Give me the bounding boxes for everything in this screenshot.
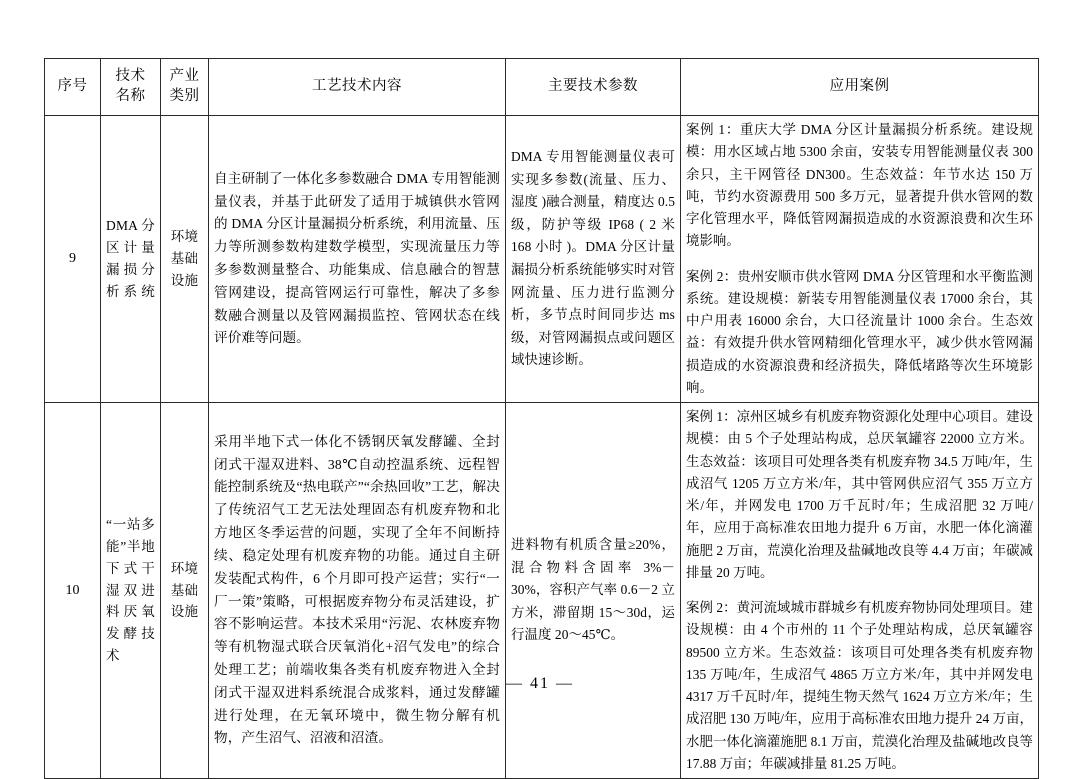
- column-header-industry-category: [161, 59, 209, 116]
- row-number: 9: [45, 116, 101, 403]
- application-cases: [681, 116, 1039, 403]
- application-case: 案例 1：重庆大学 DMA 分区计量漏损分析系统。建设规模：用水区域占地 5300 余亩，安装专用智能测量仪表 300 余只，主干网管径 DN300。生态效益：年节水达 150 万吨，节约水资源费用 500 多万元，显著提升供水管网的数字化管理水平，降低管网漏损造成的水资源浪费和次生环境影响。: [686, 122, 1033, 249]
- column-header-tech-name-line2: 名称: [115, 88, 146, 104]
- technology-catalog-table: [44, 58, 1039, 779]
- column-header-no: 序号: [45, 59, 101, 116]
- technology-name: “一站多能”半地下式干湿双进料厌氧发酵技术: [101, 403, 161, 779]
- process-content: 自主研制了一体化多参数融合 DMA 专用智能测量仪表，并基于此研发了适用于城镇供水管网的 DMA 分区计量漏损分析系统，利用流量、压力等所测参数构建数学模型，实现流量压力等多参数测量整合、功能集成、信息融合的智慧管网建设，提高管网运行可靠性，解决了多参数融合测量以及管网漏损监控、管网状态在线评价难等问题。: [209, 116, 506, 403]
- application-cases: [681, 403, 1039, 779]
- column-header-tech-name-line1: 技术: [115, 68, 146, 85]
- application-case: 案例 2：贵州安顺市供水管网 DMA 分区管理和水平衡监测系统。建设规模：新装专用智能测量仪表 17000 余台，其中户用表 16000 余台，大口径流量计 1000 余台。生态效益：有效提升供水管网精细化管理水平，减少供水管网漏损造成的水资源浪费和经济损失，降低堵路等次生环境影响。: [686, 268, 1033, 395]
- column-header-process-content: 工艺技术内容: [209, 59, 506, 116]
- row-number: 10: [45, 403, 101, 779]
- page-number: — 41 —: [506, 675, 574, 692]
- column-header-application-cases: 应用案例: [681, 59, 1039, 116]
- technology-name: DMA 分区计量漏损分析系统: [101, 116, 161, 403]
- application-case: 案例 2：黄河流域城市群城乡有机废弃物协同处理项目。建设规模：由 4 个市州的 11 个子处理站构成，总厌氧罐容 89500 立方米。生态效益：该项目可处理各类有机废弃物 135 万吨/年，生成沼气 4865 万立方米/年，其中并网发电 4317 万千瓦时/年，提纯生物天然气 1624 万立方米/年；生成沼肥 130 万吨/年，应用于高标准农田地力提升 24 万亩，水肥一体化滴灌施肥 8.1 万亩，荒漠化治理及盐碱地改良等 17.88 万亩；年碳减排量 81.25 万吨。: [686, 600, 1033, 771]
- industry-category: 环境基础设施: [161, 116, 209, 403]
- table-header: [45, 59, 1039, 116]
- application-case: 案例 1：凉州区城乡有机废弃物资源化处理中心项目。建设规模：由 5 个子处理站构成，总厌氧罐容 22000 立方米。生态效益：该项目可处理各类有机废弃物 34.5 万吨/年，生成沼气 1205 万立方米/年，其中管网供应沼气 355 万立方米/年，并网发电 1700 万千瓦时/年；生成沼肥 32 万吨/年，应用于高标准农田地力提升 6 万亩，水肥一体化滴灌施肥 2 万亩，荒漠化治理及盐碱地改良等 4.4 万亩；年碳减排量 20 万吨。: [686, 409, 1033, 580]
- process-content: 采用半地下式一体化不锈钢厌氧发酵罐、全封闭式干湿双进料、38℃自动控温系统、远程智能控制系统及“热电联产”“余热回收”工艺，解决了传统沼气工艺无法处理固态有机废弃物和北方地区冬季运营的问题，实现了全年不间断持续、稳定处理有机废弃物的功能。通过自主研发装配式构件，6 个月即可投产运营；实行“一厂一策”策略，可根据废弃物分布灵活建设，扩容不影响运营。本技术采用“污泥、农林废弃物等有机物湿式联合厌氧消化+沼气发电”的综合处理工艺；前端收集各类有机废弃物进入全封闭式干湿双进料系统混合成浆料，通过发酵罐进行处理，在无氧环境中，微生物分解有机物，产生沼气、沼液和沼渣。: [209, 403, 506, 779]
- industry-category: 环境基础设施: [161, 403, 209, 779]
- column-header-industry-category-line1: 产业: [169, 68, 200, 85]
- column-header-main-parameters: 主要技术参数: [506, 59, 681, 116]
- table-row: [45, 116, 1039, 403]
- main-parameters: DMA 专用智能测量仪表可实现多参数(流量、压力、湿度 )融合测量，精度达 0.5 级，防护等级 IP68 ( 2 米 168 小时 )。DMA 分区计量漏损分析系统能够实时对管网流量、压力进行监测分析，多节点时间同步达 ms 级，对管网漏损点或问题区域快速诊断。: [506, 116, 681, 403]
- column-header-tech-name: [101, 59, 161, 116]
- table-header-row: [45, 59, 1039, 116]
- main-parameters: 进料物有机质含量≥20%，混合物料含固率 3%－30%，容积产气率 0.6－2 立方米，滞留期 15～30d，运行温度 20～45℃。: [506, 403, 681, 779]
- column-header-industry-category-line2: 类别: [169, 88, 200, 104]
- table-row: [45, 403, 1039, 779]
